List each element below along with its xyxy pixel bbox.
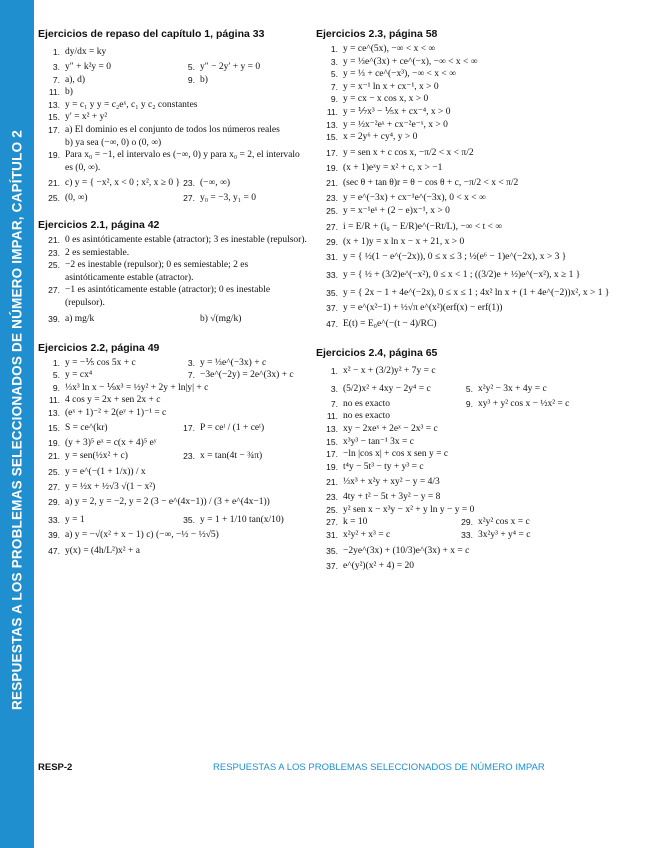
answer-number: 11. xyxy=(326,411,338,422)
answer-text: 0 es asintóticamente estable (atractor); 3 es inestable (repulsor). xyxy=(65,234,307,245)
answer-number: 17. xyxy=(326,449,338,460)
answer-number: 23. xyxy=(183,178,195,189)
answer-number: 31. xyxy=(326,252,338,263)
answer-item xyxy=(38,463,308,481)
answer-item xyxy=(38,74,308,87)
answer-text: no es exacto xyxy=(343,411,390,422)
section-heading: Ejercicios 2.1, página 42 xyxy=(38,218,160,231)
answer-item xyxy=(316,162,646,175)
answer-text: y = x⁻¹eˣ + (2 − e)x⁻¹, x > 0 xyxy=(343,205,450,216)
answer-text: y = c₁ y y = c₂eˣ, c₁ y c₂ constantes xyxy=(65,99,198,110)
answer-number: 9. xyxy=(187,74,195,85)
answer-number: 11. xyxy=(48,395,60,406)
answer-number: 19. xyxy=(326,461,338,472)
answer-text: (5/2)x² + 4xy − 2y⁴ = c xyxy=(343,383,431,394)
answer-item xyxy=(38,234,308,247)
answer-text: ⅓x³ ln x − ⅑x³ = ½y² + 2y + ln|y| + c xyxy=(65,382,209,393)
answer-text: t⁴y − 5t³ − ty + y³ = c xyxy=(343,461,424,472)
answer-item xyxy=(38,382,308,395)
answer-item xyxy=(38,493,308,511)
answer-item xyxy=(316,473,646,491)
answer-text: y = { ½(1 − e^(−2x)), 0 ≤ x ≤ 3 ; ½(e⁶ − 1)e^(−2x), x > 3 } xyxy=(343,252,567,263)
answer-item xyxy=(38,174,308,192)
answer-item xyxy=(316,516,646,529)
sidebar-title: RESPUESTAS A LOS PROBLEMAS SELECCIONADOS DE NÚMERO IMPAR, CAPÍTULO 2 xyxy=(9,130,25,710)
answer-item xyxy=(38,124,308,137)
section-heading: Ejercicios 2.3, página 58 xyxy=(316,28,438,40)
answer-text: x²y² + x³ = c xyxy=(343,530,391,541)
answer-number: 19. xyxy=(326,162,338,173)
answer-number: 15. xyxy=(48,112,60,123)
answer-item xyxy=(316,542,646,560)
answer-number: 27. xyxy=(48,285,60,296)
answer-number: 1. xyxy=(330,44,338,54)
answer-item xyxy=(38,357,308,370)
answer-text: y = ⅓ + ce^(−x³), −∞ < x < ∞ xyxy=(343,69,456,80)
answer-number: 33. xyxy=(48,515,60,526)
answer-text: 4 cos y = 2x + sen 2x + c xyxy=(65,395,161,406)
answer-number: 3. xyxy=(330,56,338,67)
answer-pair xyxy=(65,450,308,463)
answer-number: 5. xyxy=(187,62,195,72)
answer-text: y = ½x + ½√3 √(1 − x²) xyxy=(65,481,156,492)
page-footer xyxy=(38,762,545,773)
answer-item xyxy=(316,236,646,249)
answer-text: y″ + k²y = 0 xyxy=(65,62,112,72)
answer-text: y = 1 + 1/10 tan(x/10) xyxy=(200,515,284,526)
answer-item xyxy=(38,394,308,407)
answer-number: 31. xyxy=(326,530,338,541)
answer-pair xyxy=(65,310,308,328)
answer-number: 5. xyxy=(465,383,473,394)
answer-text: y′ = x² + y² xyxy=(65,112,108,123)
answer-number: 9. xyxy=(330,94,338,105)
answer-text: (0, ∞) xyxy=(65,193,88,204)
answer-text: S = ce^(kr) xyxy=(65,423,108,434)
answer-text: no es exacto xyxy=(343,398,390,409)
answer-number: 11. xyxy=(326,106,338,117)
left-answers-column xyxy=(38,28,308,560)
answer-item xyxy=(316,284,646,302)
answer-text: E(t) = E₀e^(−(t − 4)/RC) xyxy=(343,318,437,329)
answer-item xyxy=(38,450,308,463)
answer-text: y(x) = (4h/L²)x² + a xyxy=(65,545,140,556)
answer-text: x = 2y⁶ + cy⁴, y > 0 xyxy=(343,132,418,143)
answer-number: 39. xyxy=(48,313,60,324)
answer-item xyxy=(316,504,646,517)
answer-item xyxy=(316,144,646,162)
answer-number: 3. xyxy=(52,62,60,72)
right-answers-column xyxy=(316,28,646,572)
answer-text: xy³ + y² cos x − ½x² = c xyxy=(478,398,570,409)
footer-title: RESPUESTAS A LOS PROBLEMAS SELECCIONADOS DE NÚMERO IMPAR xyxy=(213,762,545,773)
answer-text: ⅓x³ + x²y + xy² − y = 4/3 xyxy=(343,477,440,488)
answer-item xyxy=(316,205,646,218)
answer-item xyxy=(316,380,646,398)
answer-text: y = x⁻¹ ln x + cx⁻¹, x > 0 xyxy=(343,81,439,92)
answer-number: 35. xyxy=(326,545,338,556)
answer-item xyxy=(316,248,646,266)
answer-number: 13. xyxy=(48,407,60,418)
answer-number: 17. xyxy=(48,124,60,135)
answer-item xyxy=(316,560,646,573)
answer-text: y = e^(x²−1) + ½√π e^(x²)(erf(x) − erf(1)) xyxy=(343,303,503,314)
answer-text: y = −⅕ cos 5x + c xyxy=(65,357,136,368)
answer-item xyxy=(316,119,646,132)
answer-item xyxy=(316,131,646,144)
answer-pair xyxy=(65,174,308,192)
answer-text: x²y² cos x = c xyxy=(478,517,530,528)
answer-number: 7. xyxy=(330,398,338,409)
answer-item xyxy=(38,43,308,61)
answer-text: 2 es semiestable. xyxy=(65,247,130,258)
answer-text: xy − 2xeˣ + 2eˣ − 2x³ = c xyxy=(343,423,438,434)
answer-number: 13. xyxy=(326,119,338,130)
chapter-sidebar xyxy=(0,0,34,848)
answer-item xyxy=(38,511,308,529)
answer-number: 21. xyxy=(326,178,338,189)
answer-item xyxy=(38,149,308,174)
answer-number: 47. xyxy=(326,318,338,329)
answer-text: x²y² − 3x + 4y = c xyxy=(478,383,547,394)
answer-number: 35. xyxy=(326,288,338,299)
answer-text: y = ce^(5x), −∞ < x < ∞ xyxy=(343,44,436,54)
answer-number: 29. xyxy=(48,497,60,508)
answer-text: e^(y²)(x² + 4) = 20 xyxy=(343,560,414,571)
answer-number: 15. xyxy=(48,423,60,434)
answer-text: (x + 1)y = x ln x − x + 21, x > 0 xyxy=(343,236,465,247)
answer-number: 13. xyxy=(48,99,60,110)
page-number: RESP-2 xyxy=(38,762,73,773)
answer-text: a) y = 2, y = −2, y = 2 (3 − e^(4x−1)) / (3 + e^(4x−1)) xyxy=(65,497,270,508)
answer-number: 21. xyxy=(48,451,60,462)
answer-number: 17. xyxy=(183,423,195,434)
answer-pair xyxy=(65,419,308,437)
answer-item xyxy=(38,247,308,260)
answer-item xyxy=(38,407,308,420)
answer-pair xyxy=(65,357,308,370)
answer-text: y = sen(½x² + c) xyxy=(65,451,128,462)
answer-text: y = 1 xyxy=(65,515,85,526)
answer-number: 1. xyxy=(52,357,60,368)
answer-text: y = sen x + c cos x, −π/2 < x < π/2 xyxy=(343,147,474,158)
answer-number: 25. xyxy=(326,205,338,216)
answer-pair xyxy=(65,369,308,382)
answer-number: 23. xyxy=(183,451,195,462)
answer-number: 33. xyxy=(326,270,338,281)
answer-pair xyxy=(65,74,308,87)
answer-number: 39. xyxy=(48,530,60,541)
answer-text: (x + 1)eˣy = x² + c, x > −1 xyxy=(343,162,443,173)
answer-item xyxy=(38,529,308,542)
answer-item xyxy=(316,398,646,411)
answer-number: 27. xyxy=(326,221,338,232)
answer-text: x² − x + (3/2)y² + 7y = c xyxy=(343,365,436,376)
answer-item xyxy=(316,266,646,284)
answer-item xyxy=(316,81,646,94)
answer-item xyxy=(38,99,308,112)
answer-number: 11. xyxy=(48,87,60,98)
section-heading: Ejercicios 2.2, página 49 xyxy=(38,341,160,354)
answer-number: 3. xyxy=(330,383,338,394)
answer-item xyxy=(316,436,646,449)
answer-number: 15. xyxy=(326,132,338,143)
answer-number: 9. xyxy=(52,382,60,393)
answer-number: 7. xyxy=(330,81,338,92)
answer-number: 19. xyxy=(48,150,60,161)
answer-item xyxy=(316,218,646,236)
answer-item xyxy=(38,259,308,284)
answer-number: 25. xyxy=(326,504,338,515)
answer-item xyxy=(316,68,646,81)
answer-text: y″ − 2y′ + y = 0 xyxy=(200,62,261,72)
answer-number: 27. xyxy=(183,193,195,204)
answer-number: 17. xyxy=(326,147,338,158)
answer-number: 3. xyxy=(187,357,195,368)
answer-item xyxy=(316,174,646,192)
answer-text: y = e^(−(1 + 1/x)) / x xyxy=(65,466,146,477)
answer-number: 37. xyxy=(326,303,338,314)
answer-item xyxy=(316,302,646,315)
answer-text: (−∞, ∞) xyxy=(200,178,230,189)
answer-item xyxy=(38,481,308,494)
answer-number: 29. xyxy=(461,517,473,528)
answer-number: 37. xyxy=(326,560,338,571)
answer-number: 5. xyxy=(330,69,338,80)
answer-number: 33. xyxy=(461,530,473,541)
answer-pair xyxy=(343,516,646,529)
answer-item xyxy=(316,491,646,504)
section-heading: Ejercicios 2.4, página 65 xyxy=(316,346,438,359)
answer-number: 21. xyxy=(326,477,338,488)
answer-text: −2 es inestable (repulsor); 0 es semiestable; 2 es asintóticamente estable (atractor). xyxy=(65,260,249,283)
answer-text: P = ceᵗ / (1 + ceᵗ) xyxy=(200,423,265,434)
answer-item xyxy=(316,106,646,119)
answer-text: k = 10 xyxy=(343,517,368,528)
answer-text: −2ye^(3x) + (10/3)e^(3x) + x = c xyxy=(343,545,470,556)
answer-text: i = E/R + (i₀ − E/R)e^(−Rt/L), −∞ < t < ∞ xyxy=(343,221,503,232)
answer-item xyxy=(316,362,646,380)
answer-text: b) xyxy=(200,74,208,85)
answer-text: c) y = { −x², x < 0 ; x², x ≥ 0 } xyxy=(65,178,180,189)
answer-item xyxy=(38,437,308,450)
answer-pair xyxy=(343,529,646,542)
answer-text: −ln |cos x| + cos x sen y = c xyxy=(343,449,449,460)
answer-text: y² sen x − x³y − x² + y ln y − y = 0 xyxy=(343,504,475,515)
answer-number: 27. xyxy=(326,517,338,528)
answer-number: 27. xyxy=(48,481,60,492)
answer-item xyxy=(316,93,646,106)
answer-item xyxy=(316,56,646,69)
answer-text: y = cx − x cos x, x > 0 xyxy=(343,94,429,105)
answer-pair xyxy=(65,61,308,74)
section-heading: Ejercicios de repaso del capítulo 1, página 33 xyxy=(38,28,265,40)
answer-item xyxy=(316,192,646,205)
answer-item xyxy=(38,419,308,437)
answer-text: (eˣ + 1)⁻² + 2(eʸ + 1)⁻¹ = c xyxy=(65,407,167,418)
answer-item xyxy=(316,448,646,461)
answer-text: y = ⅓e^(−3x) + c xyxy=(200,357,267,368)
answer-item xyxy=(38,86,308,99)
answer-text: −3e^(−2y) = 2e^(3x) + c xyxy=(200,370,294,381)
answer-text: (sec θ + tan θ)r = θ − cos θ + c, −π/2 < x < π/2 xyxy=(343,178,519,189)
answer-item xyxy=(316,315,646,333)
answer-number: 23. xyxy=(326,492,338,503)
answer-item xyxy=(38,284,308,309)
answer-number: 23. xyxy=(326,193,338,204)
answer-item xyxy=(38,542,308,560)
answer-item xyxy=(38,310,308,328)
answer-number: 25. xyxy=(48,466,60,477)
answer-pair xyxy=(343,380,646,398)
answer-text: 3x²y³ + y⁴ = c xyxy=(478,530,531,541)
answer-number: 1. xyxy=(330,365,338,376)
answer-number: 15. xyxy=(326,436,338,447)
answer-number: 29. xyxy=(326,236,338,247)
answer-item xyxy=(316,423,646,436)
answer-item xyxy=(38,61,308,74)
answer-text: y = ⅓e^(3x) + ce^(−x), −∞ < x < ∞ xyxy=(343,56,478,67)
answer-number xyxy=(38,137,65,150)
answer-text: y = ⅐x³ − ⅕x + cx⁻⁴, x > 0 xyxy=(343,106,451,117)
answer-number: 25. xyxy=(48,193,60,204)
answer-text: (y + 3)⁵ eˣ = c(x + 4)⁵ eʸ xyxy=(65,438,157,449)
answer-number: 5. xyxy=(52,370,60,381)
answer-text: x³y³ − tan⁻¹ 3x = c xyxy=(343,436,414,447)
answer-pair xyxy=(65,192,308,205)
answer-text: y = ½x⁻²eˣ + cx⁻²e⁻ˣ, x > 0 xyxy=(343,119,448,130)
answer-text: a) mg/k xyxy=(65,313,95,324)
answer-number: 13. xyxy=(326,423,338,434)
answer-text: y = { 2x − 1 + 4e^(−2x), 0 ≤ x ≤ 1 ; 4x² ln x + (1 + 4e^(−2))x², x > 1 } xyxy=(343,288,610,299)
answer-number: 47. xyxy=(48,545,60,556)
answer-text: b) √(mg/k) xyxy=(200,313,242,324)
answer-text: y = cx⁴ xyxy=(65,370,93,381)
answer-item xyxy=(316,410,646,423)
answer-item xyxy=(38,111,308,124)
answer-text: y₀ = −3, y₁ = 0 xyxy=(200,193,256,204)
answer-number: 25. xyxy=(48,260,60,271)
answer-number: 23. xyxy=(48,247,60,258)
answer-text: b) ya sea (−∞, 0) o (0, ∞) xyxy=(65,137,162,148)
answer-number: 21. xyxy=(48,234,60,245)
answer-text: y = { ½ + (3/2)e^(−x²), 0 ≤ x < 1 ; ((3/2)e + ½)e^(−x²), x ≥ 1 } xyxy=(343,270,581,281)
answer-item xyxy=(316,461,646,474)
answer-number: 21. xyxy=(48,178,60,189)
answer-number: 7. xyxy=(52,74,60,85)
answer-text: Para x₀ = −1, el intervalo es (−∞, 0) y para x₀ = 2, el intervalo es (0, ∞). xyxy=(65,150,300,173)
answer-pair xyxy=(65,511,308,529)
answer-text: −1 es asintóticamente estable (atractor); 0 es inestable (repulsor). xyxy=(65,285,271,308)
answer-text: a) El dominio es el conjunto de todos los números reales xyxy=(65,124,280,135)
answer-number: 7. xyxy=(187,370,195,381)
answer-text: b) xyxy=(65,87,73,98)
answer-number: 19. xyxy=(48,438,60,449)
answer-number xyxy=(177,310,200,328)
answer-text: 4ty + t² − 5t + 3y² − y = 8 xyxy=(343,492,441,503)
answer-text: a), d) xyxy=(65,74,86,85)
answer-text: x = tan(4t − ¾π) xyxy=(200,451,263,462)
answer-text: y = e^(−3x) + cx⁻¹e^(−3x), 0 < x < ∞ xyxy=(343,193,486,204)
answer-pair xyxy=(343,398,646,411)
answer-text: dy/dx = ky xyxy=(65,47,107,57)
answer-item xyxy=(38,369,308,382)
answer-item xyxy=(38,192,308,205)
answer-number: 9. xyxy=(465,398,473,409)
answer-number: 35. xyxy=(183,515,195,526)
answer-item xyxy=(316,529,646,542)
answer-item xyxy=(316,43,646,56)
answer-number: 1. xyxy=(52,47,60,57)
answer-item xyxy=(38,137,308,150)
answer-text: a) y = −√(x² + x − 1) c) (−∞, −½ − ½√5) xyxy=(65,530,219,541)
